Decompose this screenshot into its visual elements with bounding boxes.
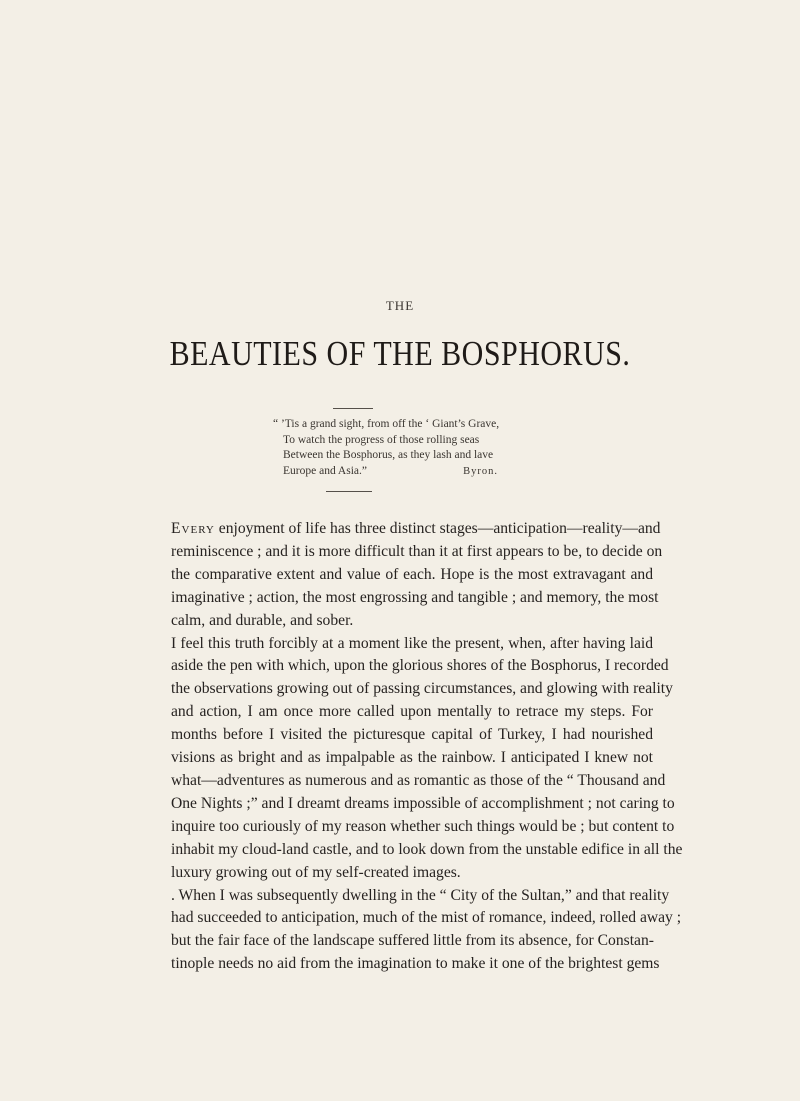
epigraph-line: Europe and Asia.” bbox=[283, 464, 367, 477]
epigraph bbox=[273, 417, 503, 479]
text-line: visions as bright and as impalpable as the rainbow. I anticipated I knew not bbox=[171, 749, 653, 767]
epigraph-line: Between the Bosphorus, as they lash and lave bbox=[283, 449, 494, 461]
divider-bottom bbox=[326, 491, 372, 492]
text-line: inhabit my cloud-land castle, and to look down from the unstable edifice in all the bbox=[171, 840, 683, 858]
text-line: calm, and durable, and sober. bbox=[171, 611, 354, 629]
paragraph-3 bbox=[171, 885, 682, 977]
text-line: the observations growing out of passing circumstances, and glowing with reality bbox=[171, 680, 673, 698]
text-line: reminiscence ; and it is more difficult than it at first appears to be, to decide on bbox=[171, 542, 663, 560]
epigraph-line: “ ’Tis a grand sight, from off the ‘ Giant’s Grave, bbox=[273, 418, 500, 430]
paragraph-1 bbox=[171, 518, 663, 633]
text-line: what—adventures as numerous and as romantic as those of the “ Thousand and bbox=[171, 771, 666, 789]
title-kicker: THE bbox=[385, 298, 415, 313]
text-line: One Nights ;” and I dreamt dreams impossible of accomplishment ; not caring to bbox=[171, 794, 675, 812]
text-line: inquire too curiously of my reason whether such things would be ; but content to bbox=[171, 817, 675, 835]
text-line: and action, I am once more called upon mentally to retrace my steps. For bbox=[171, 703, 653, 721]
body-text bbox=[171, 518, 683, 976]
epigraph-last-line bbox=[273, 464, 498, 480]
text-line: . When I was subsequently dwelling in the “ City of the Sultan,” and that reality bbox=[171, 886, 670, 904]
text-line: aside the pen with which, upon the glorious shores of the Bosphorus, I recorded bbox=[171, 657, 669, 675]
divider-top bbox=[333, 408, 373, 409]
text-line: months before I visited the picturesque capital of Turkey, I had nourished bbox=[171, 726, 653, 744]
text-line: but the fair face of the landscape suffered little from its absence, for Constan- bbox=[171, 932, 654, 950]
text-line: the comparative extent and value of each. Hope is the most extravagant and bbox=[171, 565, 653, 583]
paragraph-2 bbox=[171, 633, 683, 885]
text-line: imaginative ; action, the most engrossing and tangible ; and memory, the most bbox=[171, 588, 659, 606]
epigraph-line: To watch the progress of those rolling seas bbox=[283, 433, 480, 446]
epigraph-attribution: Byron. bbox=[463, 465, 498, 477]
text-line: had succeeded to anticipation, much of the mist of romance, indeed, rolled away ; bbox=[171, 909, 682, 927]
text-line: Every enjoyment of life has three distinct stages—anticipation—reality—and bbox=[171, 520, 661, 537]
text-line: tinople needs no aid from the imagination to make it one of the brightest gems bbox=[171, 955, 660, 973]
text-line: I feel this truth forcibly at a moment like the present, when, after having laid bbox=[171, 634, 653, 652]
opening-word: Every bbox=[171, 520, 215, 537]
text-line: luxury growing out of my self-created images. bbox=[171, 863, 461, 881]
page-title: BEAUTIES OF THE BOSPHORUS. bbox=[169, 335, 631, 373]
